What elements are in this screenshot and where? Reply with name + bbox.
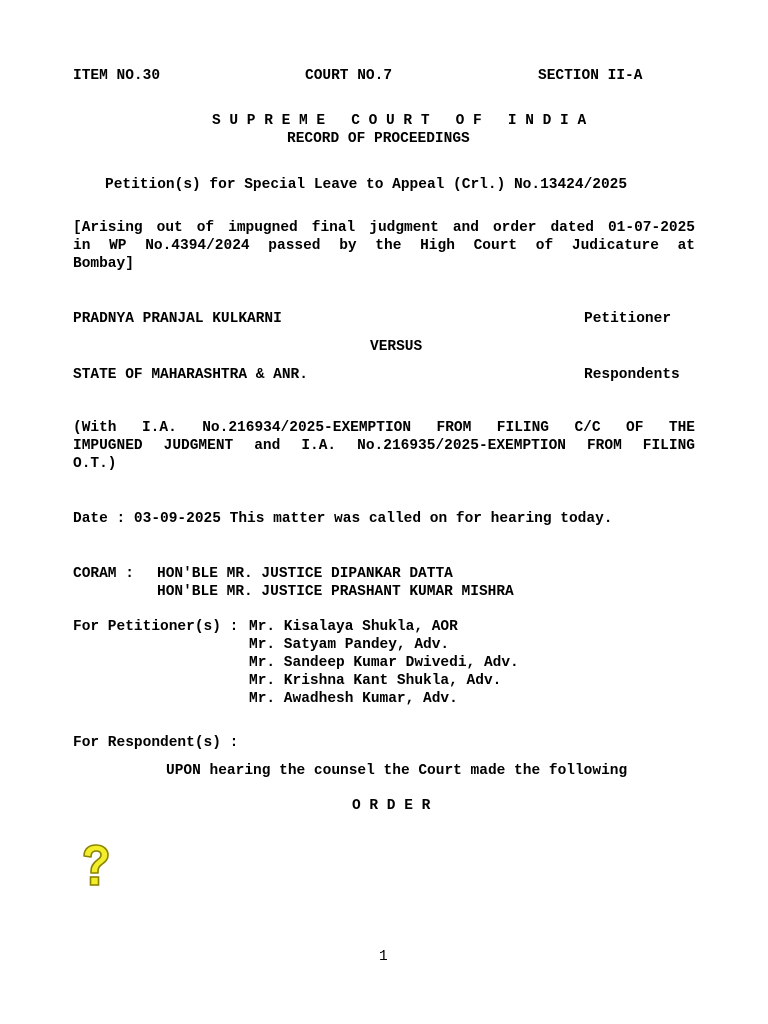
ia-line: (With I.A. No.216934/2025-EXEMPTION FROM FILING C/C OF THE	[73, 420, 695, 436]
record-title: RECORD OF PROCEEDINGS	[287, 131, 470, 147]
court-name-heading: S U P R E M E C O U R T O F I N D I A	[212, 113, 587, 129]
hearing-date-line: Date : 03-09-2025 This matter was called on for hearing today.	[73, 511, 613, 527]
counsel-name: Mr. Kisalaya Shukla, AOR	[249, 619, 458, 635]
counsel-name: Mr. Krishna Kant Shukla, Adv.	[249, 673, 502, 689]
question-mark-icon	[78, 842, 112, 890]
respondent-role: Respondents	[584, 367, 680, 383]
upon-hearing-line: UPON hearing the counsel the Court made the following	[166, 763, 628, 779]
counsel-name: Mr. Sandeep Kumar Dwivedi, Adv.	[249, 655, 519, 671]
coram-judge: HON'BLE MR. JUSTICE DIPANKAR DATTA	[157, 566, 453, 582]
ia-paragraph	[73, 419, 695, 473]
counsel-name: Mr. Awadhesh Kumar, Adv.	[249, 691, 458, 707]
item-number: ITEM NO.30	[73, 68, 161, 84]
arising-line: Bombay]	[73, 256, 134, 272]
court-number: COURT NO.7	[305, 68, 393, 84]
ia-line: O.T.)	[73, 456, 117, 472]
respondent-counsel-label: For Respondent(s) :	[73, 735, 239, 751]
order-heading: O R D E R	[352, 798, 431, 814]
counsel-name: Mr. Satyam Pandey, Adv.	[249, 637, 450, 653]
coram-label: CORAM :	[73, 566, 134, 582]
coram-judge: HON'BLE MR. JUSTICE PRASHANT KUMAR MISHRA	[157, 584, 514, 600]
versus-label: VERSUS	[370, 339, 423, 355]
petition-title: Petition(s) for Special Leave to Appeal (Crl.) No.13424/2025	[105, 177, 628, 193]
ia-line: IMPUGNED JUDGMENT and I.A. No.216935/2025-EXEMPTION FROM FILING	[73, 438, 695, 454]
petitioner-role: Petitioner	[584, 311, 672, 327]
arising-line: in WP No.4394/2024 passed by the High Court of Judicature at	[73, 238, 695, 254]
respondent-name: STATE OF MAHARASHTRA & ANR.	[73, 367, 308, 383]
page-number: 1	[379, 949, 388, 965]
arising-line: [Arising out of impugned final judgment and order dated 01-07-2025	[73, 220, 695, 236]
arising-paragraph	[73, 219, 695, 273]
section-label: SECTION II-A	[538, 68, 643, 84]
petitioner-name: PRADNYA PRANJAL KULKARNI	[73, 311, 282, 327]
petitioner-counsel-label: For Petitioner(s) :	[73, 619, 239, 635]
